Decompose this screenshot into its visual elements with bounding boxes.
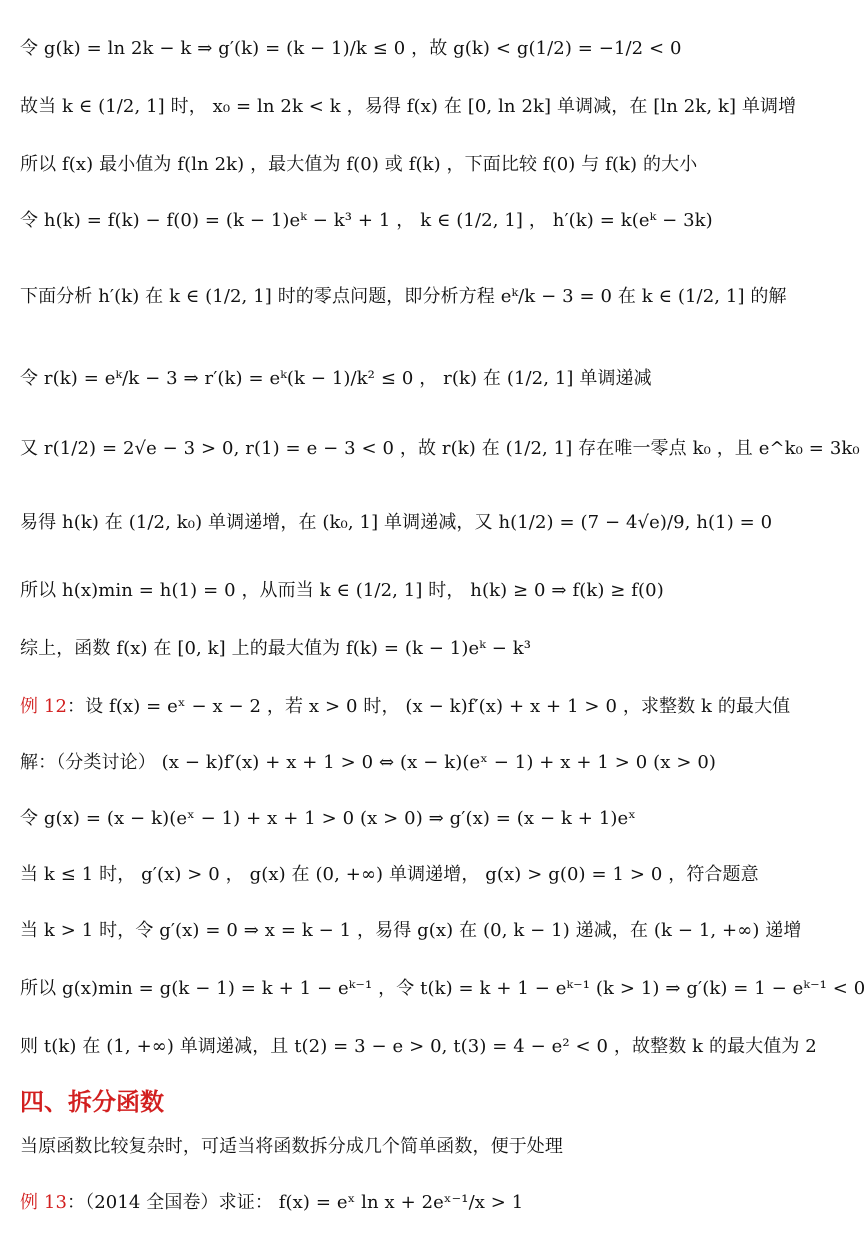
content-line-18: 当原函数比较复杂时，可适当将函数拆分成几个简单函数，便于处理	[20, 1136, 563, 1157]
example-12-text: ：设 f(x) = eˣ − x − 2 ，若 x > 0 时， (x − k)f′(x) + x + 1 > 0 ，求整数 k 的最大值	[67, 696, 791, 717]
content-line-16: 所以 g(x)min = g(k − 1) = k + 1 − eᵏ⁻¹ ，令 t(k) = k + 1 − eᵏ⁻¹ (k > 1) ⇒ g′(k) = 1 − eᵏ⁻¹ < 0	[20, 978, 865, 999]
content-line-10: 综上，函数 f(x) 在 [0, k] 上的最大值为 f(k) = (k − 1)eᵏ − k³	[20, 638, 532, 659]
content-line-15: 当 k > 1 时，令 g′(x) = 0 ⇒ x = k − 1 ，易得 g(x) 在 (0, k − 1) 递减，在 (k − 1, +∞) 递增	[20, 920, 802, 941]
section-title: 四、拆分函数	[20, 1088, 164, 1116]
content-line-4: 令 h(k) = f(k) − f(0) = (k − 1)eᵏ − k³ + 1 ， k ∈ (1/2, 1] ， h′(k) = k(eᵏ − 3k)	[20, 210, 713, 231]
content-line-1: 令 g(k) = ln 2k − k ⇒ g′(k) = (k − 1)/k ≤ 0 ，故 g(k) < g(1/2) = −1/2 < 0	[20, 38, 682, 59]
content-line-3: 所以 f(x) 最小值为 f(ln 2k) ，最大值为 f(0) 或 f(k) ，下面比较 f(0) 与 f(k) 的大小	[20, 154, 698, 175]
example-13-line	[20, 1192, 760, 1214]
content-line-13: 令 g(x) = (x − k)(eˣ − 1) + x + 1 > 0 (x > 0) ⇒ g′(x) = (x − k + 1)eˣ	[20, 808, 636, 829]
content-line-7: 又 r(1/2) = 2√e − 3 > 0, r(1) = e − 3 < 0 ，故 r(k) 在 (1/2, 1] 存在唯一零点 k₀ ，且 e^k₀ = 3k₀	[20, 438, 860, 459]
content-line-8: 易得 h(k) 在 (1/2, k₀) 单调递增，在 (k₀, 1] 单调递减，又 h(1/2) = (7 − 4√e)/9, h(1) = 0	[20, 512, 773, 533]
example-13-label: 例 13	[20, 1192, 68, 1213]
content-line-17: 则 t(k) 在 (1, +∞) 单调递减，且 t(2) = 3 − e > 0, t(3) = 4 − e² < 0 ，故整数 k 的最大值为 2	[20, 1036, 817, 1057]
example-12-line	[20, 696, 791, 718]
content-line-9: 所以 h(x)min = h(1) = 0 ，从而当 k ∈ (1/2, 1] 时， h(k) ≥ 0 ⇒ f(k) ≥ f(0)	[20, 580, 664, 601]
content-line-2: 故当 k ∈ (1/2, 1] 时， x₀ = ln 2k < k ，易得 f(x) 在 [0, ln 2k] 单调减，在 [ln 2k, k] 单调增	[20, 96, 797, 117]
content-line-14: 当 k ≤ 1 时， g′(x) > 0 ， g(x) 在 (0, +∞) 单调递增， g(x) > g(0) = 1 > 0 ，符合题意	[20, 864, 759, 885]
content-line-5: 下面分析 h′(k) 在 k ∈ (1/2, 1] 时的零点问题，即分析方程 eᵏ/k − 3 = 0 在 k ∈ (1/2, 1] 的解	[20, 286, 787, 307]
example-13-text: ：（2014 全国卷）求证： f(x) = eˣ ln x + 2eˣ⁻¹/x > 1	[67, 1192, 524, 1213]
example-12-label: 例 12	[20, 696, 68, 717]
content-line-12: 解：（分类讨论） (x − k)f′(x) + x + 1 > 0 ⇔ (x − k)(eˣ − 1) + x + 1 > 0 (x > 0)	[20, 752, 717, 773]
content-line-6: 令 r(k) = eᵏ/k − 3 ⇒ r′(k) = eᵏ(k − 1)/k² ≤ 0 ， r(k) 在 (1/2, 1] 单调递减	[20, 368, 652, 389]
